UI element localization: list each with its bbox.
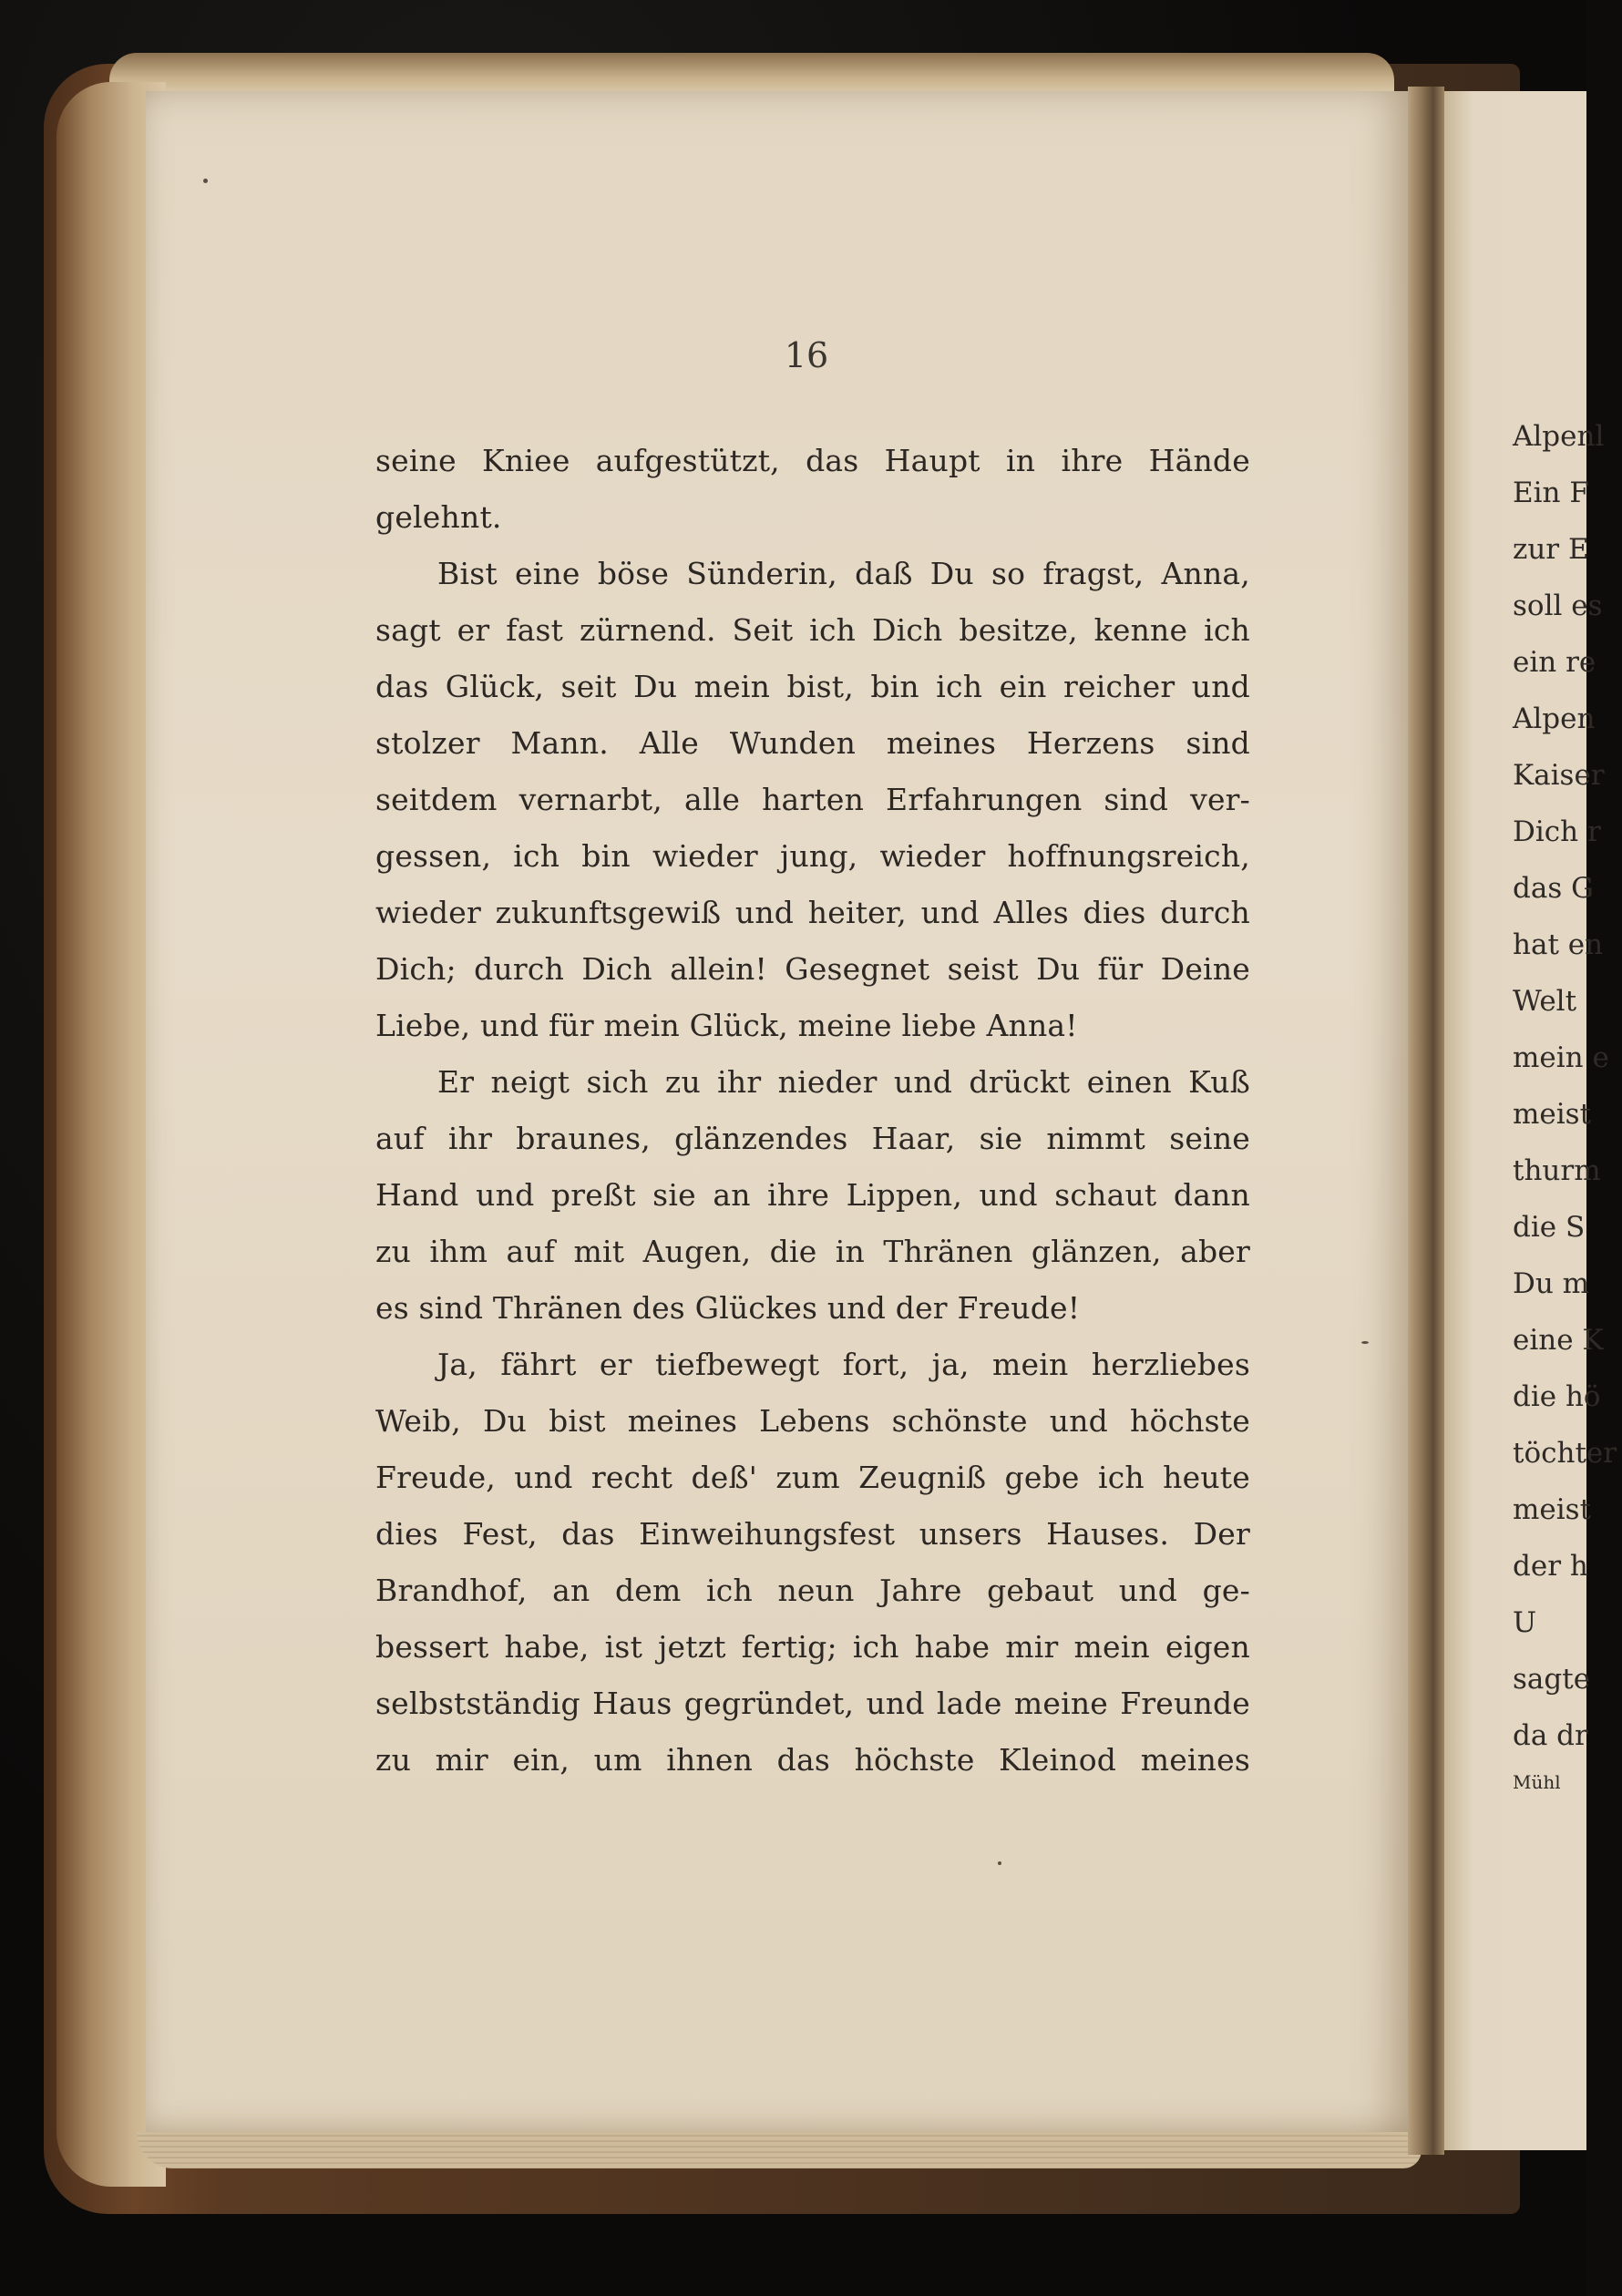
- facing-text-line: die S: [1513, 1211, 1586, 1244]
- facing-text-line: Du m: [1513, 1267, 1590, 1300]
- text-line: bessert habe, ist jetzt fertig; ich habe mir mein eigen: [375, 1629, 1250, 1665]
- text-line: Liebe, und für mein Glück, meine liebe Anna!: [375, 1008, 1078, 1043]
- book-gutter: [1408, 87, 1444, 2155]
- facing-text-line: Kaiser: [1513, 759, 1605, 792]
- facing-text-line: Alpenl: [1513, 420, 1605, 453]
- page-stack-top: [109, 53, 1394, 95]
- page-stack-bottom: [137, 2132, 1422, 2168]
- facing-text-line: Dich r: [1513, 815, 1601, 848]
- facing-text-line: da dr: [1513, 1719, 1588, 1752]
- page-number: 16: [784, 335, 829, 375]
- paper-speck: [1361, 1341, 1369, 1344]
- facing-text-line: thurm: [1513, 1154, 1601, 1187]
- facing-text-line: soll es: [1513, 589, 1603, 622]
- facing-text-line: Welt: [1513, 985, 1577, 1018]
- text-line: gelehnt.: [375, 499, 502, 535]
- text-line: seitdem vernarbt, alle harten Erfahrungen sind ver-: [375, 782, 1250, 817]
- text-line: das Glück, seit Du mein bist, bin ich ein reicher und: [375, 669, 1250, 704]
- facing-text-line: das G: [1513, 872, 1594, 905]
- body-text: [375, 433, 1250, 1789]
- text-line: selbstständig Haus gegründet, und lade meine Freunde: [375, 1686, 1250, 1721]
- text-line: Dich; durch Dich allein! Gesegnet seist Du für Deine: [375, 951, 1250, 987]
- text-line: Weib, Du bist meines Lebens schönste und höchste: [375, 1403, 1250, 1439]
- text-line: sagt er fast zürnend. Seit ich Dich besitze, kenne ich: [375, 612, 1250, 648]
- text-line: Freude, und recht deß' zum Zeugniß gebe ich heute: [375, 1460, 1250, 1495]
- facing-text-line: Alpen: [1513, 702, 1596, 735]
- text-line: Er neigt sich zu ihr nieder und drückt einen Kuß: [437, 1064, 1250, 1100]
- facing-text-line: U: [1513, 1606, 1537, 1639]
- facing-text-line: mein e: [1513, 1041, 1609, 1074]
- text-line: gessen, ich bin wieder jung, wieder hoffnungsreich,: [375, 838, 1250, 874]
- facing-text-line: meist: [1513, 1098, 1592, 1131]
- facing-text-line: Ein F: [1513, 477, 1589, 509]
- text-line: Ja, fährt er tiefbewegt fort, ja, mein herzliebes: [437, 1347, 1250, 1382]
- paper-speck: [203, 179, 208, 183]
- facing-page-text: [1513, 408, 1622, 1800]
- facing-text-line: der h: [1513, 1550, 1588, 1583]
- text-line: es sind Thränen des Glückes und der Freude!: [375, 1290, 1081, 1326]
- text-line: Brandhof, an dem ich neun Jahre gebaut und ge-: [375, 1573, 1250, 1608]
- facing-text-line: eine K: [1513, 1324, 1604, 1357]
- text-line: stolzer Mann. Alle Wunden meines Herzens sind: [375, 725, 1250, 761]
- paper-speck: [998, 1861, 1001, 1865]
- facing-text-line: töchter: [1513, 1437, 1617, 1470]
- text-line: auf ihr braunes, glänzendes Haar, sie nimmt seine: [375, 1121, 1250, 1156]
- facing-text-line: Mühl: [1513, 1771, 1561, 1793]
- facing-text-line: zur E: [1513, 533, 1589, 566]
- text-line: dies Fest, das Einweihungsfest unsers Hauses. Der: [375, 1516, 1250, 1552]
- facing-text-line: hat en: [1513, 928, 1604, 961]
- text-line: seine Kniee aufgestützt, das Haupt in ihre Hände: [375, 443, 1250, 478]
- facing-text-line: meist: [1513, 1493, 1592, 1526]
- facing-text-line: sagte: [1513, 1663, 1591, 1696]
- text-line: Hand und preßt sie an ihre Lippen, und schaut dann: [375, 1177, 1250, 1213]
- facing-text-line: ein re: [1513, 646, 1596, 679]
- text-line: Bist eine böse Sünderin, daß Du so fragst, Anna,: [437, 556, 1250, 591]
- text-line: zu ihm auf mit Augen, die in Thränen glänzen, aber: [375, 1234, 1250, 1269]
- text-line: wieder zukunftsgewiß und heiter, und Alles dies durch: [375, 895, 1250, 930]
- facing-text-line: die hö: [1513, 1380, 1601, 1413]
- text-line: zu mir ein, um ihnen das höchste Kleinod meines: [375, 1742, 1250, 1778]
